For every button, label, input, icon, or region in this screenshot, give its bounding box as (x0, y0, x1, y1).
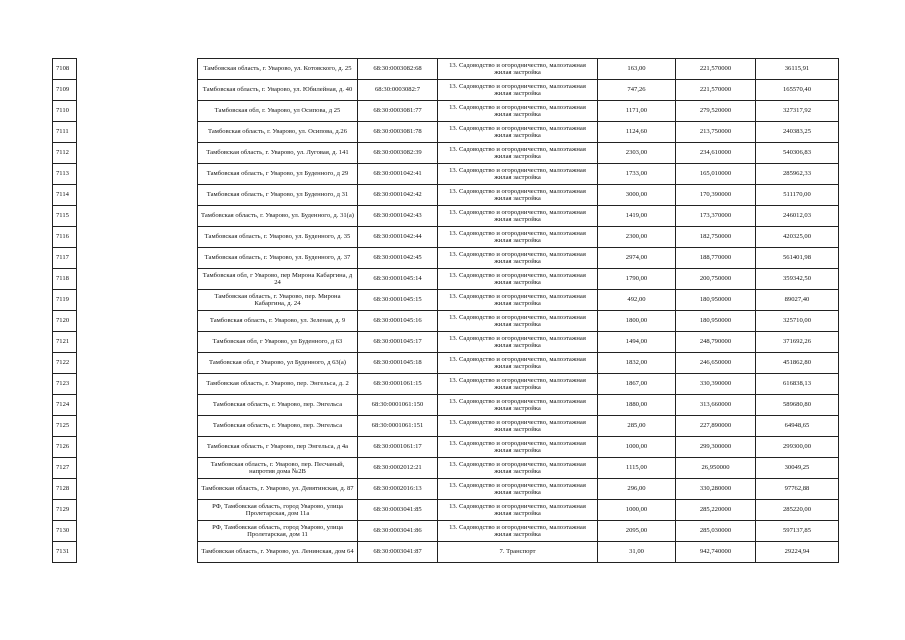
value-cell: 616838,13 (756, 374, 839, 395)
land-use-cell: 13. Садоводство и огородничество, малоэтажная жилая застройка (438, 59, 598, 80)
row-number: 7108 (53, 59, 77, 80)
rate-cell: 26,950000 (676, 458, 756, 479)
table-row (53, 500, 839, 521)
area-cell: 296,00 (598, 479, 676, 500)
table-row (53, 374, 839, 395)
cadastral-number-cell: 68:30:0001045:16 (358, 311, 438, 332)
rate-cell: 213,750000 (676, 122, 756, 143)
land-use-cell: 13. Садоводство и огородничество, малоэтажная жилая застройка (438, 248, 598, 269)
rate-cell: 200,750000 (676, 269, 756, 290)
address-cell: Тамбовская область, г. Уварово, ул. Зеленая, д. 9 (198, 311, 358, 332)
rate-cell: 942,740000 (676, 542, 756, 563)
address-cell: Тамбовская область, г. Уварово, пер. Энгельса (198, 416, 358, 437)
blank-cell (77, 374, 198, 395)
blank-cell (77, 332, 198, 353)
land-use-cell: 7. Транспорт (438, 542, 598, 563)
row-number: 7111 (53, 122, 77, 143)
value-cell: 64948,65 (756, 416, 839, 437)
area-cell: 1880,00 (598, 395, 676, 416)
table-row (53, 206, 839, 227)
row-number: 7112 (53, 143, 77, 164)
table-row (53, 59, 839, 80)
value-cell: 246012,03 (756, 206, 839, 227)
address-cell: Тамбовская область, г. Уварово, пер. Мирона Кабаргина, д. 24 (198, 290, 358, 311)
land-use-cell: 13. Садоводство и огородничество, малоэтажная жилая застройка (438, 437, 598, 458)
row-number: 7109 (53, 80, 77, 101)
blank-cell (77, 458, 198, 479)
cadastral-table (52, 58, 839, 563)
address-cell: Тамбовская область, г Уварово, ул Буденного, д 29 (198, 164, 358, 185)
area-cell: 2303,00 (598, 143, 676, 164)
row-number: 7126 (53, 437, 77, 458)
cadastral-number-cell: 68:30:0003081:77 (358, 101, 438, 122)
blank-cell (77, 164, 198, 185)
land-use-cell: 13. Садоводство и огородничество, малоэтажная жилая застройка (438, 290, 598, 311)
table-row (53, 332, 839, 353)
land-use-cell: 13. Садоводство и огородничество, малоэтажная жилая застройка (438, 500, 598, 521)
table-row (53, 479, 839, 500)
address-cell: РФ, Тамбовская область, город Уварово, улица Пролетарская, дом 11а (198, 500, 358, 521)
land-use-cell: 13. Садоводство и огородничество, малоэтажная жилая застройка (438, 416, 598, 437)
area-cell: 1733,00 (598, 164, 676, 185)
land-use-cell: 13. Садоводство и огородничество, малоэтажная жилая застройка (438, 479, 598, 500)
blank-cell (77, 290, 198, 311)
rate-cell: 234,610000 (676, 143, 756, 164)
blank-cell (77, 479, 198, 500)
rate-cell: 182,750000 (676, 227, 756, 248)
blank-cell (77, 122, 198, 143)
cadastral-number-cell: 68:30:0001042:42 (358, 185, 438, 206)
blank-cell (77, 416, 198, 437)
row-number: 7117 (53, 248, 77, 269)
blank-cell (77, 59, 198, 80)
rate-cell: 279,520000 (676, 101, 756, 122)
table-row (53, 101, 839, 122)
blank-cell (77, 269, 198, 290)
address-cell: Тамбовская область, г. Уварово, ул. Осипова, д.26 (198, 122, 358, 143)
address-cell: Тамбовская область, г. Уварово, ул. Котовского, д. 25 (198, 59, 358, 80)
table-row (53, 248, 839, 269)
land-use-cell: 13. Садоводство и огородничество, малоэтажная жилая застройка (438, 332, 598, 353)
rate-cell: 330,280000 (676, 479, 756, 500)
cadastral-number-cell: 68:30:0001045:17 (358, 332, 438, 353)
address-cell: Тамбовская обл, г. Уварово, ул Осипова, д 25 (198, 101, 358, 122)
address-cell: Тамбовская область, г. Уварово, пер. Песчаный, напротив дома №2В (198, 458, 358, 479)
row-number: 7114 (53, 185, 77, 206)
area-cell: 1000,00 (598, 437, 676, 458)
area-cell: 492,00 (598, 290, 676, 311)
land-use-cell: 13. Садоводство и огородничество, малоэтажная жилая застройка (438, 122, 598, 143)
address-cell: Тамбовская обл, г Уварово, ул Буденного, д 63 (198, 332, 358, 353)
row-number: 7125 (53, 416, 77, 437)
land-use-cell: 13. Садоводство и огородничество, малоэтажная жилая застройка (438, 395, 598, 416)
cadastral-number-cell: 68:30:0001061:150 (358, 395, 438, 416)
row-number: 7119 (53, 290, 77, 311)
rate-cell: 299,300000 (676, 437, 756, 458)
table-row (53, 521, 839, 542)
land-use-cell: 13. Садоводство и огородничество, малоэтажная жилая застройка (438, 185, 598, 206)
cadastral-number-cell: 68:30:0003081:78 (358, 122, 438, 143)
table-row (53, 437, 839, 458)
value-cell: 597137,85 (756, 521, 839, 542)
rate-cell: 246,650000 (676, 353, 756, 374)
row-number: 7127 (53, 458, 77, 479)
row-number: 7128 (53, 479, 77, 500)
area-cell: 2095,00 (598, 521, 676, 542)
row-number: 7123 (53, 374, 77, 395)
table-row (53, 122, 839, 143)
address-cell: Тамбовская область, г Уварово, ул Буденного, д 31 (198, 185, 358, 206)
row-number: 7113 (53, 164, 77, 185)
blank-cell (77, 311, 198, 332)
area-cell: 1790,00 (598, 269, 676, 290)
value-cell: 285962,33 (756, 164, 839, 185)
value-cell: 30049,25 (756, 458, 839, 479)
row-number: 7121 (53, 332, 77, 353)
rate-cell: 330,390000 (676, 374, 756, 395)
table-row (53, 458, 839, 479)
address-cell: Тамбовская область, г. Уварово, ул. Буденного, д. 35 (198, 227, 358, 248)
value-cell: 97762,88 (756, 479, 839, 500)
area-cell: 1419,00 (598, 206, 676, 227)
land-use-cell: 13. Садоводство и огородничество, малоэтажная жилая застройка (438, 164, 598, 185)
row-number: 7129 (53, 500, 77, 521)
area-cell: 1000,00 (598, 500, 676, 521)
address-cell: Тамбовская обл, г Уварово, пер Мирона Кабаргина, д 24 (198, 269, 358, 290)
blank-cell (77, 80, 198, 101)
value-cell: 240383,25 (756, 122, 839, 143)
value-cell: 165570,40 (756, 80, 839, 101)
blank-cell (77, 542, 198, 563)
address-cell: Тамбовская область, г. Уварово, ул. Девятинская, д. 87 (198, 479, 358, 500)
area-cell: 3000,00 (598, 185, 676, 206)
cadastral-number-cell: 68:30:0001061:17 (358, 437, 438, 458)
value-cell: 371692,26 (756, 332, 839, 353)
value-cell: 325710,00 (756, 311, 839, 332)
value-cell: 540306,83 (756, 143, 839, 164)
area-cell: 1494,00 (598, 332, 676, 353)
cadastral-number-cell: 68:30:0003082:7 (358, 80, 438, 101)
table-row (53, 164, 839, 185)
value-cell: 420325,00 (756, 227, 839, 248)
blank-cell (77, 206, 198, 227)
land-use-cell: 13. Садоводство и огородничество, малоэтажная жилая застройка (438, 521, 598, 542)
land-use-cell: 13. Садоводство и огородничество, малоэтажная жилая застройка (438, 80, 598, 101)
area-cell: 163,00 (598, 59, 676, 80)
cadastral-number-cell: 68:30:0001042:41 (358, 164, 438, 185)
table-row (53, 80, 839, 101)
table-row (53, 143, 839, 164)
area-cell: 31,00 (598, 542, 676, 563)
cadastral-number-cell: 68:30:0001042:44 (358, 227, 438, 248)
land-use-cell: 13. Садоводство и огородничество, малоэтажная жилая застройка (438, 143, 598, 164)
row-number: 7116 (53, 227, 77, 248)
row-number: 7120 (53, 311, 77, 332)
rate-cell: 170,390000 (676, 185, 756, 206)
cadastral-number-cell: 68:30:0003041:85 (358, 500, 438, 521)
rate-cell: 180,950000 (676, 290, 756, 311)
cadastral-number-cell: 68:30:0001042:43 (358, 206, 438, 227)
blank-cell (77, 143, 198, 164)
address-cell: Тамбовская область, г. Уварово, ул. Луговая, д. 141 (198, 143, 358, 164)
value-cell: 561401,98 (756, 248, 839, 269)
table-row (53, 227, 839, 248)
value-cell: 285220,00 (756, 500, 839, 521)
blank-cell (77, 500, 198, 521)
address-cell: РФ, Тамбовская область, город Уварово, улица Пролетарская, дом 11 (198, 521, 358, 542)
blank-cell (77, 185, 198, 206)
blank-cell (77, 248, 198, 269)
address-cell: Тамбовская область, г. Уварово, пер. Энгельса, д. 2 (198, 374, 358, 395)
rate-cell: 313,660000 (676, 395, 756, 416)
area-cell: 1124,60 (598, 122, 676, 143)
table-row (53, 353, 839, 374)
row-number: 7130 (53, 521, 77, 542)
address-cell: Тамбовская область, г Уварово, пер Энгельса, д 4а (198, 437, 358, 458)
area-cell: 1171,00 (598, 101, 676, 122)
address-cell: Тамбовская область, г. Уварово, пер. Энгельса (198, 395, 358, 416)
value-cell: 327317,92 (756, 101, 839, 122)
land-use-cell: 13. Садоводство и огородничество, малоэтажная жилая застройка (438, 458, 598, 479)
land-use-cell: 13. Садоводство и огородничество, малоэтажная жилая застройка (438, 374, 598, 395)
row-number: 7131 (53, 542, 77, 563)
cadastral-number-cell: 68:30:0002012:21 (358, 458, 438, 479)
cadastral-number-cell: 68:30:0003082:39 (358, 143, 438, 164)
area-cell: 1115,00 (598, 458, 676, 479)
cadastral-number-cell: 68:30:0003082:68 (358, 59, 438, 80)
cadastral-number-cell: 68:30:0001061:151 (358, 416, 438, 437)
table-row (53, 269, 839, 290)
value-cell: 29224,94 (756, 542, 839, 563)
cadastral-number-cell: 68:30:0001045:15 (358, 290, 438, 311)
rate-cell: 188,770000 (676, 248, 756, 269)
value-cell: 89027,40 (756, 290, 839, 311)
address-cell: Тамбовская область, г. Уварово, ул. Буденного, д. 37 (198, 248, 358, 269)
address-cell: Тамбовская область, г. Уварово, ул. Буденного, д. 31(а) (198, 206, 358, 227)
blank-cell (77, 437, 198, 458)
rate-cell: 221,570000 (676, 59, 756, 80)
land-use-cell: 13. Садоводство и огородничество, малоэтажная жилая застройка (438, 101, 598, 122)
value-cell: 299300,00 (756, 437, 839, 458)
value-cell: 451862,80 (756, 353, 839, 374)
cadastral-number-cell: 68:30:0001045:18 (358, 353, 438, 374)
area-cell: 285,00 (598, 416, 676, 437)
blank-cell (77, 395, 198, 416)
table-row (53, 290, 839, 311)
address-cell: Тамбовская область, г. Уварово, ул. Юбилейная, д. 40 (198, 80, 358, 101)
address-cell: Тамбовская обл, г Уварово, ул Буденного, д 63(а) (198, 353, 358, 374)
land-use-cell: 13. Садоводство и огородничество, малоэтажная жилая застройка (438, 311, 598, 332)
land-use-cell: 13. Садоводство и огородничество, малоэтажная жилая застройка (438, 227, 598, 248)
row-number: 7122 (53, 353, 77, 374)
address-cell: Тамбовская область, г. Уварово, ул. Ленинская, дом 64 (198, 542, 358, 563)
cadastral-number-cell: 68:30:0001045:14 (358, 269, 438, 290)
table-row (53, 542, 839, 563)
rate-cell: 221,570000 (676, 80, 756, 101)
rate-cell: 180,950000 (676, 311, 756, 332)
cadastral-number-cell: 68:30:0002016:13 (358, 479, 438, 500)
rate-cell: 285,030000 (676, 521, 756, 542)
rate-cell: 227,890000 (676, 416, 756, 437)
cadastral-number-cell: 68:30:0001061:15 (358, 374, 438, 395)
land-use-cell: 13. Садоводство и огородничество, малоэтажная жилая застройка (438, 206, 598, 227)
area-cell: 1867,00 (598, 374, 676, 395)
area-cell: 1800,00 (598, 311, 676, 332)
row-number: 7110 (53, 101, 77, 122)
cadastral-number-cell: 68:30:0001042:45 (358, 248, 438, 269)
table-row (53, 395, 839, 416)
area-cell: 1832,00 (598, 353, 676, 374)
area-cell: 2974,00 (598, 248, 676, 269)
row-number: 7124 (53, 395, 77, 416)
value-cell: 36115,91 (756, 59, 839, 80)
table-row (53, 416, 839, 437)
area-cell: 747,26 (598, 80, 676, 101)
table-row (53, 311, 839, 332)
blank-cell (77, 521, 198, 542)
value-cell: 511170,00 (756, 185, 839, 206)
row-number: 7118 (53, 269, 77, 290)
land-use-cell: 13. Садоводство и огородничество, малоэтажная жилая застройка (438, 269, 598, 290)
cadastral-number-cell: 68:30:0003041:86 (358, 521, 438, 542)
land-use-cell: 13. Садоводство и огородничество, малоэтажная жилая застройка (438, 353, 598, 374)
blank-cell (77, 353, 198, 374)
rate-cell: 165,010000 (676, 164, 756, 185)
area-cell: 2300,00 (598, 227, 676, 248)
blank-cell (77, 227, 198, 248)
rate-cell: 248,790000 (676, 332, 756, 353)
rate-cell: 173,370000 (676, 206, 756, 227)
blank-cell (77, 101, 198, 122)
table-row (53, 185, 839, 206)
value-cell: 589680,80 (756, 395, 839, 416)
rate-cell: 285,220000 (676, 500, 756, 521)
row-number: 7115 (53, 206, 77, 227)
value-cell: 359342,50 (756, 269, 839, 290)
cadastral-number-cell: 68:30:0003041:87 (358, 542, 438, 563)
